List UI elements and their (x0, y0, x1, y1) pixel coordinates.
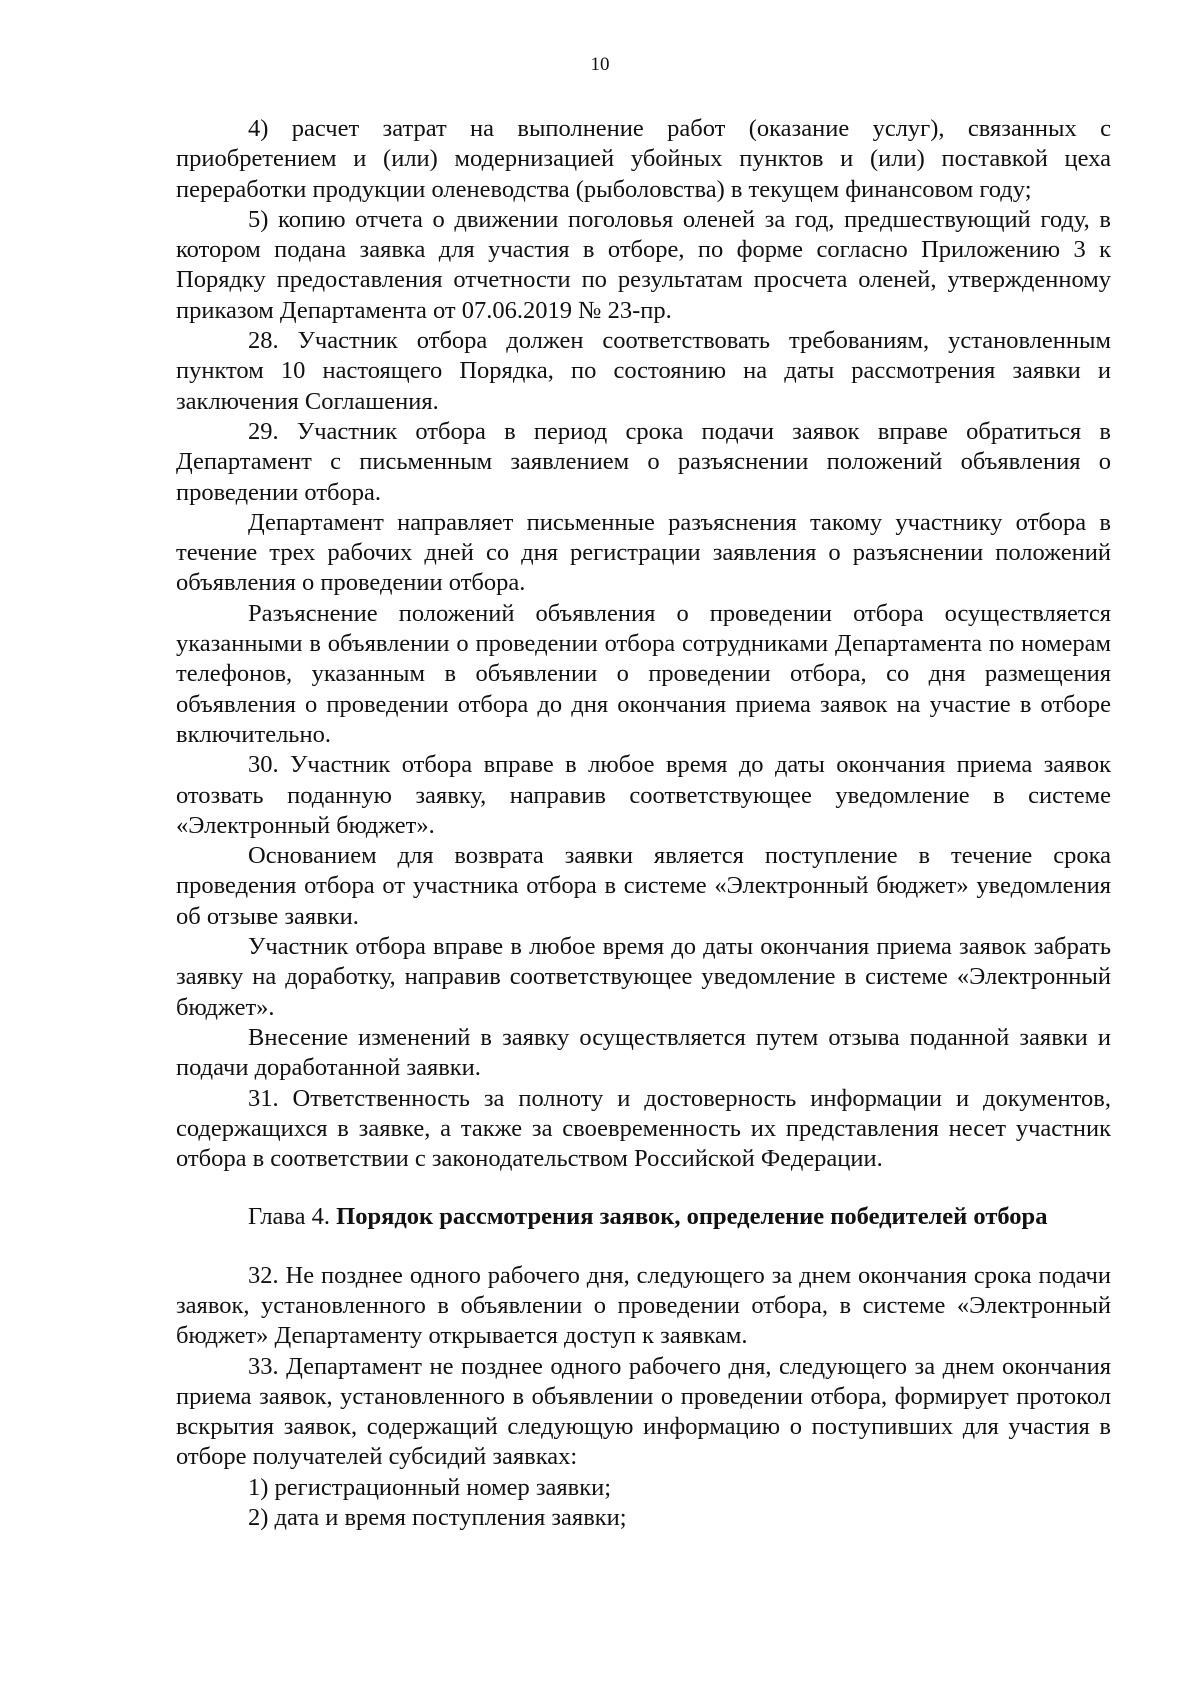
chapter-heading (176, 1202, 1111, 1232)
paragraph: 32. Не позднее одного рабочего дня, следующего за днем окончания срока подачи заявок, установленного в объявлении о проведении отбора, в системе «Электронный бюджет» Департаменту открывается доступ к заявкам. (176, 1261, 1111, 1350)
chapter-title: Порядок рассмотрения заявок, определение победителей отбора (336, 1203, 1048, 1231)
paragraph: Основанием для возврата заявки является поступление в течение срока проведения отбора от участника отбора в системе «Электронный бюджет» уведомления об отзыве заявки. (176, 842, 1111, 930)
page-number: 10 (590, 54, 610, 75)
list-item: 2) дата и время поступления заявки; (248, 1504, 627, 1532)
paragraph: 4) расчет затрат на выполнение работ (оказание услуг), связанных с приобретением и (или) модернизацией убойных пунктов и (или) поставкой цеха переработки продукции оленеводства (рыболовства) в текущем финансовом году; (176, 115, 1111, 203)
paragraph: 28. Участник отбора должен соответствовать требованиям, установленным пунктом 10 настоящего Порядка, по состоянию на даты рассмотрения заявки и заключения Соглашения. (176, 327, 1111, 415)
paragraph: Разъяснение положений объявления о проведении отбора осуществляется указанными в объявлении о проведении отбора сотрудниками Департамента по номерам телефонов, указанным в объявлении о проведении отбора, со дня размещения объявления о проведении отбора до дня окончания приема заявок на участие в отборе включительно. (176, 599, 1111, 748)
document-body (176, 114, 1111, 1533)
chapter-prefix: Глава 4. (248, 1203, 337, 1231)
paragraph: 31. Ответственность за полноту и достоверность информации и документов, содержащихся в заявке, а также за своевременность их представления несет участник отбора в соответствии с законодательством Российской Федерации. (176, 1084, 1111, 1173)
paragraph: Участник отбора вправе в любое время до даты окончания приема заявок забрать заявку на доработку, направив соответствующее уведомление в системе «Электронный бюджет». (176, 933, 1111, 1021)
paragraph: Внесение изменений в заявку осуществляется путем отзыва поданной заявки и подачи доработанной заявки. (176, 1023, 1111, 1082)
paragraph: Департамент направляет письменные разъяснения такому участнику отбора в течение трех рабочих дней со дня регистрации заявления о разъяснении положений объявления о проведении отбора. (176, 508, 1111, 597)
list-item: 1) регистрационный номер заявки; (248, 1473, 612, 1501)
paragraph: 33. Департамент не позднее одного рабочего дня, следующего за днем окончания приема заявок, установленного в объявлении о проведении отбора, формирует протокол вскрытия заявок, содержащий следующую информацию о поступивших для участия в отборе получателей субсидий заявках: (176, 1352, 1111, 1471)
paragraph: 5) копию отчета о движении поголовья оленей за год, предшествующий году, в котором подана заявка для участия в отборе, по форме согласно Приложению 3 к Порядку предоставления отчетности по результатам просчета оленей, утвержденному приказом Департамента от 07.06.2019 № 23-пр. (176, 205, 1111, 324)
paragraph: 29. Участник отбора в период срока подачи заявок вправе обратиться в Департамент с письменным заявлением о разъяснении положений объявления о проведении отбора. (176, 417, 1111, 506)
paragraph: 30. Участник отбора вправе в любое время до даты окончания приема заявок отозвать поданную заявку, направив соответствующее уведомление в системе «Электронный бюджет». (176, 751, 1111, 839)
